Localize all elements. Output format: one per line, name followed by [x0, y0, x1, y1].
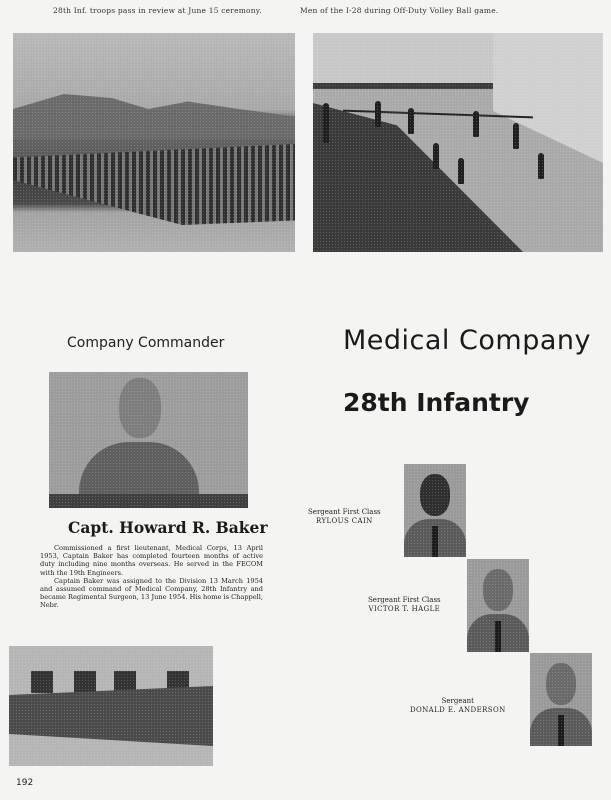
commander-portrait	[49, 372, 248, 508]
player-figure	[323, 103, 329, 143]
shadow-shape	[313, 103, 523, 252]
sergeant-label	[368, 596, 441, 613]
sergeant-portrait	[530, 653, 592, 746]
sergeant-portrait	[467, 559, 529, 652]
portrait-head-shape	[546, 663, 576, 705]
player-figure	[538, 153, 544, 179]
portrait-head-shape	[119, 378, 161, 438]
sergeant-rank: Sergeant First Class	[308, 508, 381, 516]
window-shape	[31, 671, 53, 693]
troops-shape	[13, 135, 295, 225]
parade-photo	[13, 33, 295, 252]
sergeant-name: VICTOR T. HAGLE	[368, 604, 441, 613]
volleyball-photo-caption: Men of the I-28 during Off-Duty Volley Ball game.	[300, 6, 499, 15]
player-figure	[513, 123, 519, 149]
group-photo	[9, 646, 213, 766]
page-number: 192	[16, 778, 34, 788]
player-figure	[473, 111, 479, 137]
sergeant-rank: Sergeant	[441, 697, 474, 705]
bio-paragraph: Commissioned a first lieutenant, Medical Corps, 13 April 1953, Captain Baker has completed fourteen months of active duty including nine months overseas. He served in the FECOM with the 19th Engineers.	[40, 544, 263, 577]
sergeant-rank: Sergeant First Class	[368, 596, 441, 604]
parade-photo-caption: 28th Inf. troops pass in review at June 15 ceremony.	[53, 6, 262, 15]
portrait-head-shape	[483, 569, 513, 611]
bio-paragraph: Captain Baker was assigned to the Division 13 March 1954 and assumed command of Medical Company, 28th Infantry and became Regimental Surgeon, 13 June 1954. His home is Chappell, Nebr.	[40, 576, 263, 610]
desk-shape	[49, 494, 248, 508]
sergeant-portrait	[404, 464, 466, 557]
volleyball-photo	[313, 33, 603, 252]
sergeant-label	[410, 697, 506, 714]
player-figure	[408, 108, 414, 134]
player-figure	[433, 143, 439, 169]
player-figure	[375, 101, 381, 127]
group-shape	[9, 686, 213, 746]
window-shape	[74, 671, 96, 693]
sergeant-name: DONALD E. ANDERSON	[410, 705, 506, 714]
page-subtitle: 28th Infantry	[343, 388, 530, 417]
sergeant-label	[308, 508, 381, 525]
sergeant-name: RYLOUS CAIN	[315, 516, 373, 525]
page-title: Medical Company	[343, 325, 591, 356]
player-figure	[458, 158, 464, 184]
tie-shape	[432, 526, 438, 557]
tie-shape	[558, 715, 564, 746]
mountain-shape	[13, 89, 295, 139]
building-wall-shape	[493, 33, 603, 163]
tie-shape	[495, 621, 501, 652]
portrait-head-shape	[420, 474, 450, 516]
commander-bio	[40, 544, 263, 610]
barracks-shape	[313, 33, 493, 89]
commander-name: Capt. Howard R. Baker	[68, 518, 268, 537]
company-commander-heading: Company Commander	[67, 335, 225, 351]
